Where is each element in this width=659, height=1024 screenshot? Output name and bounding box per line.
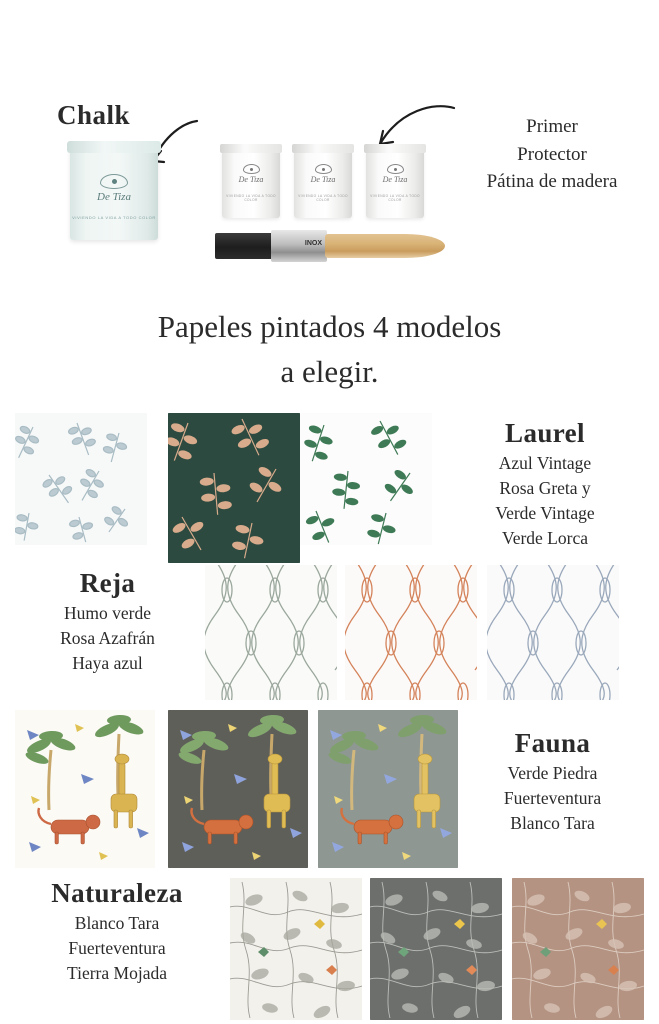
collection-title-laurel: Laurel [505, 418, 585, 448]
can-brand-name: De Tiza [238, 175, 264, 184]
can-brand-name: De Tiza [382, 175, 408, 184]
color-naturaleza-3: Tierra Mojada [67, 962, 167, 983]
color-laurel-2: Rosa Greta y [499, 477, 591, 498]
collection-title-naturaleza: Naturaleza [51, 878, 183, 908]
chalk-paint-can [70, 148, 158, 240]
can-brand-name: De Tiza [97, 191, 131, 203]
product-showcase [0, 0, 659, 300]
primer-line-1: Primer [526, 116, 578, 137]
color-fauna-1: Verde Piedra [507, 763, 598, 783]
swatch-naturaleza-blanco-tara [230, 878, 362, 1020]
caption-laurel [440, 418, 650, 550]
swatch-fauna-verde-piedra [318, 710, 458, 868]
collection-title-fauna: Fauna [514, 728, 591, 758]
eye-logo-icon [315, 164, 332, 174]
primer-can-2 [294, 150, 352, 218]
swatch-fauna-blanco-tara [15, 710, 155, 868]
eye-logo-icon [100, 174, 128, 189]
swatch-reja-rosa-azafran [345, 565, 477, 700]
swatch-reja-haya-azul [487, 565, 619, 700]
color-laurel-1: Azul Vintage [498, 453, 592, 473]
collection-naturaleza [0, 878, 659, 1020]
collection-reja [0, 565, 659, 700]
collection-title-reja: Reja [79, 568, 136, 598]
brush-bristles [215, 233, 273, 259]
can-brand-name: De Tiza [310, 175, 336, 184]
color-fauna-2: Fuerteventura [503, 787, 602, 808]
eye-logo-icon [243, 164, 260, 174]
caption-reja [10, 568, 205, 676]
brush-ferrule [271, 230, 327, 262]
color-laurel-3: Verde Vintage [495, 502, 595, 523]
can-lid [67, 141, 161, 153]
can-lid [220, 144, 282, 153]
can-tagline: VIVIENDO LA VIDA A TODO COLOR [72, 215, 156, 220]
paint-brush [215, 228, 445, 264]
primer-description [452, 113, 652, 196]
brush-brand-label: INOX [304, 240, 322, 247]
primer-line-2: Protector [517, 143, 587, 165]
chalk-label: Chalk [57, 100, 131, 130]
can-brandmark [70, 174, 158, 220]
can-lid [292, 144, 354, 153]
can-lid [364, 144, 426, 153]
swatch-naturaleza-fuerteventura [370, 878, 502, 1020]
brush-handle [325, 234, 445, 258]
color-reja-2: Rosa Azafrán [60, 627, 155, 648]
swatch-reja-humo-verde [205, 565, 337, 700]
color-naturaleza-2: Fuerteventura [68, 937, 166, 958]
swatch-fauna-fuerteventura [168, 710, 308, 868]
color-reja-3: Haya azul [72, 652, 143, 673]
page-title [0, 305, 659, 395]
swatch-naturaleza-tierra-mojada [512, 878, 644, 1020]
can-tagline: VIVIENDO LA VIDA A TODO COLOR [298, 194, 348, 202]
primer-can-3 [366, 150, 424, 218]
color-fauna-3: Blanco Tara [510, 812, 595, 833]
caption-naturaleza [8, 878, 226, 986]
can-tagline: VIVIENDO LA VIDA A TODO COLOR [370, 194, 420, 202]
eye-logo-icon [387, 164, 404, 174]
primer-can-1 [222, 150, 280, 218]
color-laurel-4: Verde Lorca [502, 527, 588, 548]
collection-fauna [0, 710, 659, 868]
primer-line-3: Pátina de madera [486, 171, 618, 193]
collection-laurel [0, 413, 659, 563]
swatch-laurel-rosa-greta [168, 413, 300, 563]
color-naturaleza-1: Blanco Tara [74, 913, 160, 933]
can-tagline: VIVIENDO LA VIDA A TODO COLOR [226, 194, 276, 202]
page-title-line-1: Papeles pintados 4 modelos [157, 309, 502, 344]
page-title-line-2: a elegir. [280, 353, 379, 389]
swatch-laurel-azul-vintage [15, 413, 147, 545]
swatch-laurel-verde-vintage [300, 413, 432, 545]
caption-fauna [455, 728, 650, 836]
color-reja-1: Humo verde [64, 603, 151, 623]
